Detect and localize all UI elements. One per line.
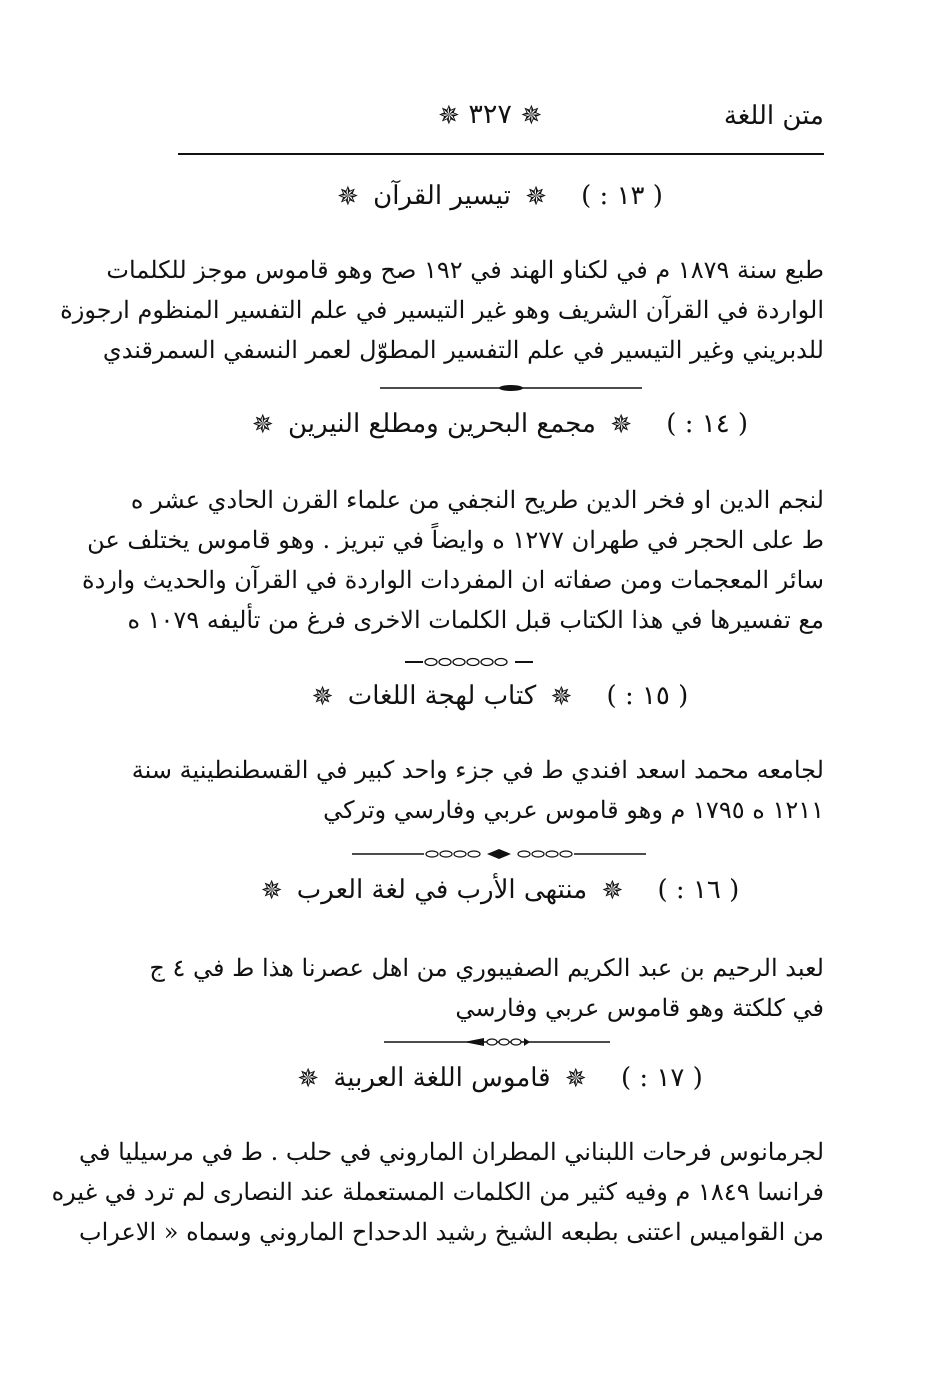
text-line: للدبريني وغير التيسير في علم التفسير المطوّل لعمر النسفي السمرقندي bbox=[102, 336, 824, 364]
entry-number: ( ١٣ : ) bbox=[581, 181, 663, 211]
ornament-icon: ✵ bbox=[550, 682, 573, 712]
text-line: فرانسا ١٨٤٩ م وفيه كثير من الكلمات المستعملة عند النصارى لم ترد في غيره bbox=[51, 1178, 824, 1206]
entry-14 bbox=[82, 404, 824, 640]
entry-number: ( ١٧ : ) bbox=[620, 1063, 703, 1093]
page-number-group bbox=[438, 99, 542, 130]
entry-16 bbox=[149, 870, 824, 1028]
entry-title: قاموس اللغة العربية bbox=[333, 1063, 551, 1093]
entry-heading bbox=[176, 1058, 824, 1098]
ornament-icon: ✵ bbox=[311, 682, 334, 712]
entry-body bbox=[82, 480, 824, 640]
entry-15 bbox=[131, 676, 824, 830]
page-number: ٣٢٧ bbox=[468, 99, 512, 130]
section-divider bbox=[352, 848, 646, 860]
entry-heading bbox=[176, 404, 824, 444]
ornament-icon: ✵ bbox=[297, 1064, 320, 1094]
entry-number: ( ١٦ : ) bbox=[657, 875, 740, 905]
ornament-icon: ✵ bbox=[564, 1064, 587, 1094]
entry-body bbox=[149, 948, 824, 1028]
ornament-icon: ✵ bbox=[251, 410, 274, 440]
text-line: في كلكتة وهو قاموس عربي وفارسي bbox=[455, 994, 824, 1022]
text-line: مع تفسيرها في هذا الكتاب قبل الكلمات الاخرى فرغ من تأليفه ١٠٧٩ ه bbox=[127, 606, 824, 634]
entry-title: مجمع البحرين ومطلع النيرين bbox=[287, 409, 596, 439]
text-line: ١٢١١ ه ١٧٩٥ م وهو قاموس عربي وفارسي وتركي bbox=[323, 796, 824, 824]
ornament-icon: ✵ bbox=[525, 182, 547, 212]
text-line: لجرمانوس فرحات اللبناني المطران الماروني في حلب . ط في مرسيليا في bbox=[78, 1138, 824, 1166]
ornament-icon: ✵ bbox=[260, 876, 283, 906]
entry-body bbox=[60, 250, 824, 370]
entry-13 bbox=[60, 176, 824, 370]
section-divider bbox=[405, 656, 533, 668]
entry-heading bbox=[176, 676, 824, 716]
section-divider bbox=[384, 1036, 610, 1048]
text-line: الواردة في القرآن الشريف وهو غير التيسير في علم التفسير المنظوم ارجوزة bbox=[60, 296, 824, 324]
entry-title: تيسير القرآن bbox=[373, 181, 511, 211]
entry-heading bbox=[176, 870, 824, 910]
page-header bbox=[178, 95, 824, 145]
running-title: متن اللغة bbox=[723, 101, 824, 131]
text-line: طبع سنة ١٨٧٩ م في لكناو الهند في ١٩٢ صح وهو قاموس موجز للكلمات bbox=[106, 256, 824, 284]
entry-number: ( ١٤ : ) bbox=[666, 409, 749, 439]
entry-heading bbox=[176, 176, 824, 216]
text-line: ط على الحجر في طهران ١٢٧٧ ه وايضاً في تبريز . وهو قاموس يختلف عن bbox=[87, 526, 824, 554]
entry-body bbox=[131, 750, 824, 830]
header-rule bbox=[178, 153, 824, 155]
entry-title: منتهى الأرب في لغة العرب bbox=[296, 875, 588, 905]
ornament-icon: ✵ bbox=[337, 182, 359, 212]
entry-number: ( ١٥ : ) bbox=[606, 681, 689, 711]
text-line: سائر المعجمات ومن صفاته ان المفردات الواردة في القرآن والحديث واردة bbox=[82, 566, 824, 594]
entry-title: كتاب لهجة اللغات bbox=[347, 681, 537, 711]
entry-body bbox=[51, 1132, 824, 1252]
ornament-left-icon: ✵ bbox=[438, 100, 460, 131]
section-divider bbox=[380, 382, 642, 394]
ornament-icon: ✵ bbox=[601, 876, 624, 906]
text-line: لجامعه محمد اسعد افندي ط في جزء واحد كبير في القسطنطينية سنة bbox=[131, 756, 824, 784]
text-line: لعبد الرحيم بن عبد الكريم الصفيبوري من اهل عصرنا هذا ط في ٤ ج bbox=[149, 954, 824, 982]
entry-17 bbox=[51, 1058, 824, 1252]
ornament-right-icon: ✵ bbox=[520, 100, 543, 131]
ornament-icon: ✵ bbox=[610, 410, 633, 440]
text-line: من القواميس اعتنى بطبعه الشيخ رشيد الدحداح الماروني وسماه « الاعراب bbox=[78, 1218, 824, 1246]
text-line: لنجم الدين او فخر الدين طريح النجفي من علماء القرن الحادي عشر ه bbox=[130, 486, 824, 514]
